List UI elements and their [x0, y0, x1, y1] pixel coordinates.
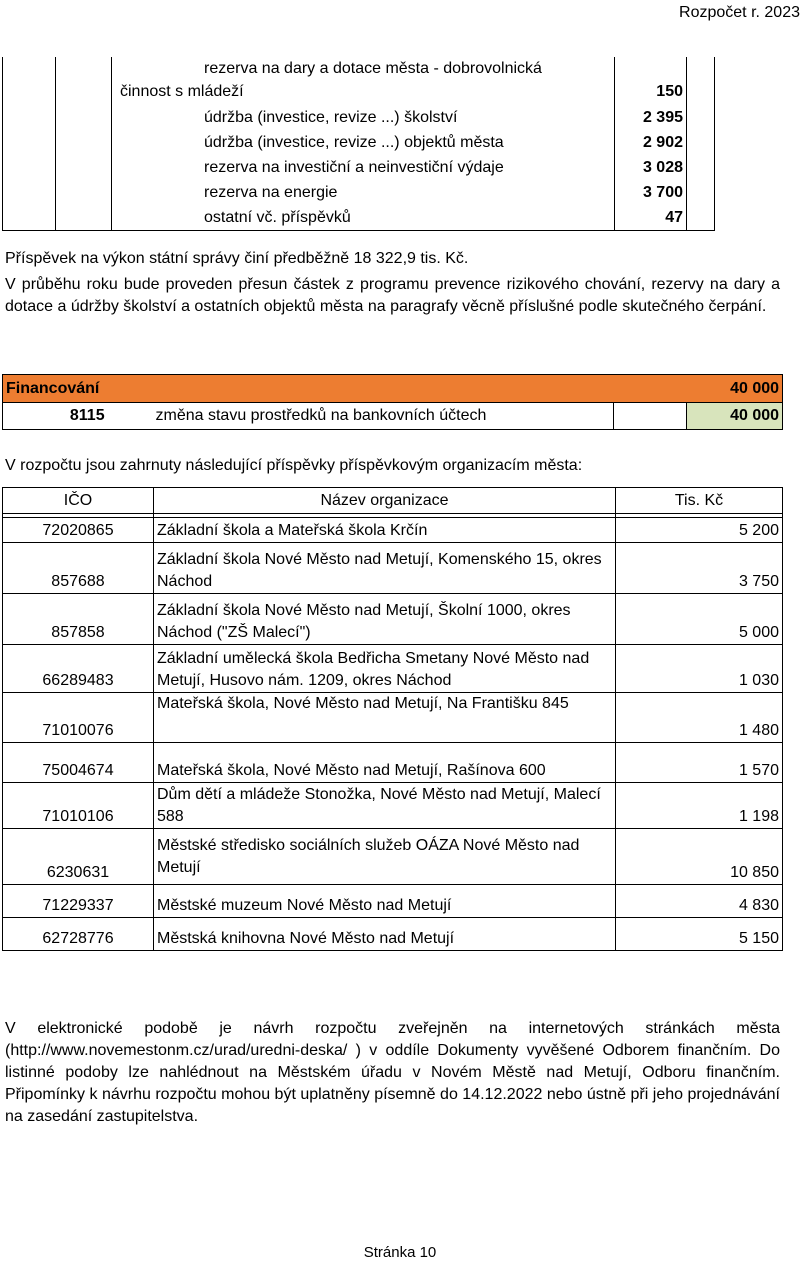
- org-value: 5 200: [616, 518, 783, 543]
- row-label: ostatní vč. příspěvků: [204, 209, 351, 226]
- organizations-intro-text: V rozpočtu jsou zahrnuty následující příspěvky příspěvkovým organizacím města:: [5, 457, 583, 474]
- org-name: Mateřská škola, Nové Město nad Metují, Na Františku 845: [154, 693, 616, 743]
- org-value: 1 198: [616, 783, 783, 829]
- org-ico: 6230631: [3, 829, 154, 885]
- table-row: [3, 543, 783, 594]
- org-value: 1 030: [616, 645, 783, 693]
- table-row: [3, 105, 715, 130]
- financing-code: 8115: [3, 403, 153, 430]
- org-ico: 62728776: [3, 918, 154, 951]
- organizations-header-row: [3, 488, 783, 514]
- org-ico: 66289483: [3, 645, 154, 693]
- table-row: [3, 205, 715, 231]
- org-ico: 75004674: [3, 743, 154, 783]
- table-row: [3, 885, 783, 918]
- org-name: Dům dětí a mládeže Stonožka, Nové Město nad Metují, Malecí 588: [154, 783, 616, 829]
- page-header-title: Rozpočet r. 2023: [679, 4, 800, 21]
- org-value: 10 850: [616, 829, 783, 885]
- row-amount: 2 902: [615, 130, 687, 155]
- org-name: Městská knihovna Nové Město nad Metují: [154, 918, 616, 951]
- financing-label: změna stavu prostředků na bankovních účtech: [153, 403, 614, 430]
- org-value: 3 750: [616, 543, 783, 594]
- table-row: [3, 743, 783, 783]
- column-header-value: Tis. Kč: [616, 488, 783, 514]
- org-name: Základní škola Nové Město nad Metují, Komenského 15, okres Náchod: [154, 543, 616, 594]
- table-row: [3, 180, 715, 205]
- org-name: Základní škola a Mateřská škola Krčín: [154, 518, 616, 543]
- org-name: Mateřská škola, Nové Město nad Metují, Rašínova 600: [154, 743, 616, 783]
- table-row: [3, 57, 715, 105]
- column-header-name: Název organizace: [154, 488, 616, 514]
- table-row: [3, 783, 783, 829]
- table-row: [3, 645, 783, 693]
- row-label: rezerva na dary a dotace města - dobrovolnická: [204, 60, 542, 77]
- financing-title: Financování: [3, 375, 687, 403]
- table-row: [3, 829, 783, 885]
- org-ico: 71010106: [3, 783, 154, 829]
- org-value: 5 000: [616, 594, 783, 645]
- org-value: 1 570: [616, 743, 783, 783]
- financing-amount: 40 000: [687, 403, 783, 430]
- row-label-cont: činnost s mládeží: [120, 83, 244, 100]
- table-row: [3, 518, 783, 543]
- row-amount: 47: [615, 205, 687, 231]
- row-amount: 150: [615, 57, 687, 105]
- organizations-table: [2, 487, 783, 951]
- financing-table: [2, 374, 783, 430]
- table-row: [3, 130, 715, 155]
- org-value: 5 150: [616, 918, 783, 951]
- org-name: Základní umělecká škola Bedřicha Smetany Nové Město nad Metují, Husovo nám. 1209, okres Náchod: [154, 645, 616, 693]
- org-ico: 857688: [3, 543, 154, 594]
- table-row: [3, 155, 715, 180]
- row-amount: 2 395: [615, 105, 687, 130]
- row-amount: 3 028: [615, 155, 687, 180]
- row-label: rezerva na investiční a neinvestiční výdaje: [204, 159, 504, 176]
- transfer-note-text: V průběhu roku bude proveden přesun částek z programu prevence rizikového chování, rezervy na dary a dotace a údržby školství a ostatních objektů města na paragrafy věcně příslušné podle skutečného čerpání.: [5, 276, 780, 315]
- table-row: [3, 594, 783, 645]
- org-name: Městské středisko sociálních služeb OÁZA Nové Město nad Metují: [154, 829, 616, 885]
- org-ico: 71010076: [3, 693, 154, 743]
- org-value: 4 830: [616, 885, 783, 918]
- row-amount: 3 700: [615, 180, 687, 205]
- page-number: Stránka 10: [363, 1244, 437, 1261]
- org-name: Městské muzeum Nové Město nad Metují: [154, 885, 616, 918]
- table-row: [3, 693, 783, 743]
- row-label: údržba (investice, revize ...) školství: [204, 109, 458, 126]
- table-row: [3, 918, 783, 951]
- financing-total: 40 000: [687, 375, 783, 403]
- column-header-ico: IČO: [3, 488, 154, 514]
- financing-header-row: [3, 375, 783, 403]
- budget-reserve-table: [2, 57, 715, 231]
- state-admin-contribution-text: Příspěvek na výkon státní správy činí předběžně 18 322,9 tis. Kč.: [5, 250, 469, 267]
- org-ico: 71229337: [3, 885, 154, 918]
- org-value: 1 480: [616, 693, 783, 743]
- org-ico: 857858: [3, 594, 154, 645]
- org-ico: 72020865: [3, 518, 154, 543]
- org-name: Základní škola Nové Město nad Metují, Školní 1000, okres Náchod ("ZŠ Malecí"): [154, 594, 616, 645]
- row-label: údržba (investice, revize ...) objektů města: [204, 134, 504, 151]
- row-label: rezerva na energie: [204, 184, 338, 201]
- table-row: [3, 403, 783, 430]
- publication-note-text: V elektronické podobě je návrh rozpočtu zveřejněn na internetových stránkách města (http://www.novemestonm.cz/urad/uredni-deska/ ) v oddíle Dokumenty vyvěšené Odborem finančním. Do listinné podoby lze nahlédnout na Městském úřadu v Novém Městě nad Metují, Odboru finančním. Připomínky k návrhu rozpočtu mohou být uplatněny písemně do 14.12.2022 nebo ústně při jeho projednávání na zasedání zastupitelstva.: [5, 1020, 780, 1125]
